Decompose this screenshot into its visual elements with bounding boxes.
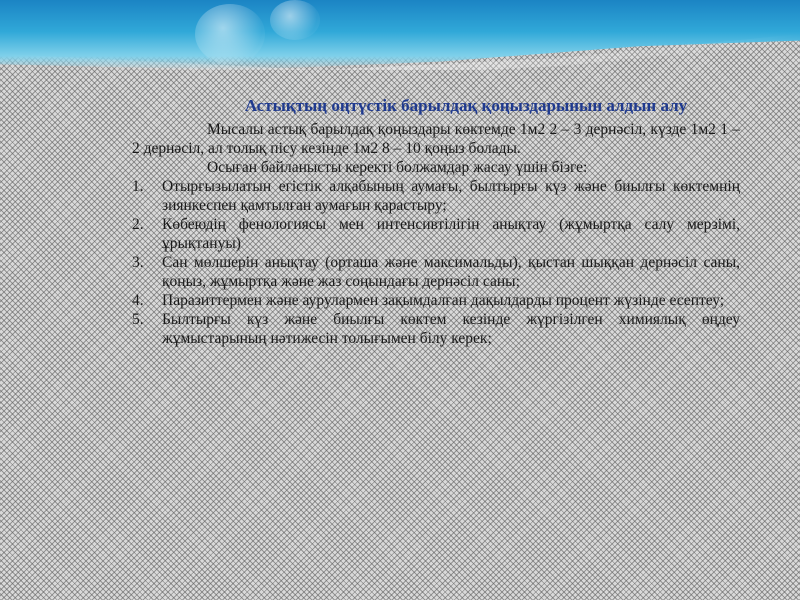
list-text: Былтырғы күз және биылғы көктем кезінде жүргізілген химиялық өңдеу жұмыстарының нәтижесін толығымен білу керек; <box>162 311 740 347</box>
list-number: 5. <box>132 311 144 328</box>
list-item <box>132 253 740 291</box>
list-item <box>132 215 740 253</box>
watermark-logo <box>195 4 265 64</box>
list-number: 3. <box>132 254 144 271</box>
list-number: 2. <box>132 216 144 233</box>
slide-title: Астықтың оңтүстік барылдақ қоңыздарынын алдын алу <box>244 96 688 115</box>
list-text: Отырғызылатын егістік алқабының аумағы, былтырғы күз және биылғы көктемнің зиянкеспен қамтылған аумағын қарастыру; <box>162 178 740 214</box>
slide-content <box>132 96 740 348</box>
list-item <box>132 310 740 348</box>
paragraph-1: Мысалы астық барылдақ қоңыздары көктемде 1м2 2 – 3 дернәсіл, күзде 1м2 1 – 2 дернәсіл, ал толық пісу кезінде 1м2 8 – 10 қоңыз болады. <box>132 121 740 157</box>
list-item <box>132 291 740 310</box>
list-number: 4. <box>132 292 144 309</box>
list-number: 1. <box>132 178 144 195</box>
paragraph-2: Осыған байланысты керекті болжамдар жасау үшін бізге: <box>207 159 588 176</box>
list-text: Көбеюдің фенологиясы мен интенсивтілігін анықтау (жұмыртқа салу мерзімі, ұрықтануы) <box>162 216 740 252</box>
list-text: Паразиттермен және аурулармен зақымдалған дақылдарды процент жүзінде есептеу; <box>162 292 725 309</box>
requirements-list <box>132 177 740 348</box>
list-item <box>132 177 740 215</box>
watermark-logo-small <box>270 0 320 40</box>
list-text: Сан мөлшерін анықтау (орташа және максимальды), қыстан шыққан дернәсіл саны, қоңыз, жұмыртқа және жаз соңындағы дернәсіл саны; <box>162 254 740 290</box>
header-banner <box>0 0 800 70</box>
